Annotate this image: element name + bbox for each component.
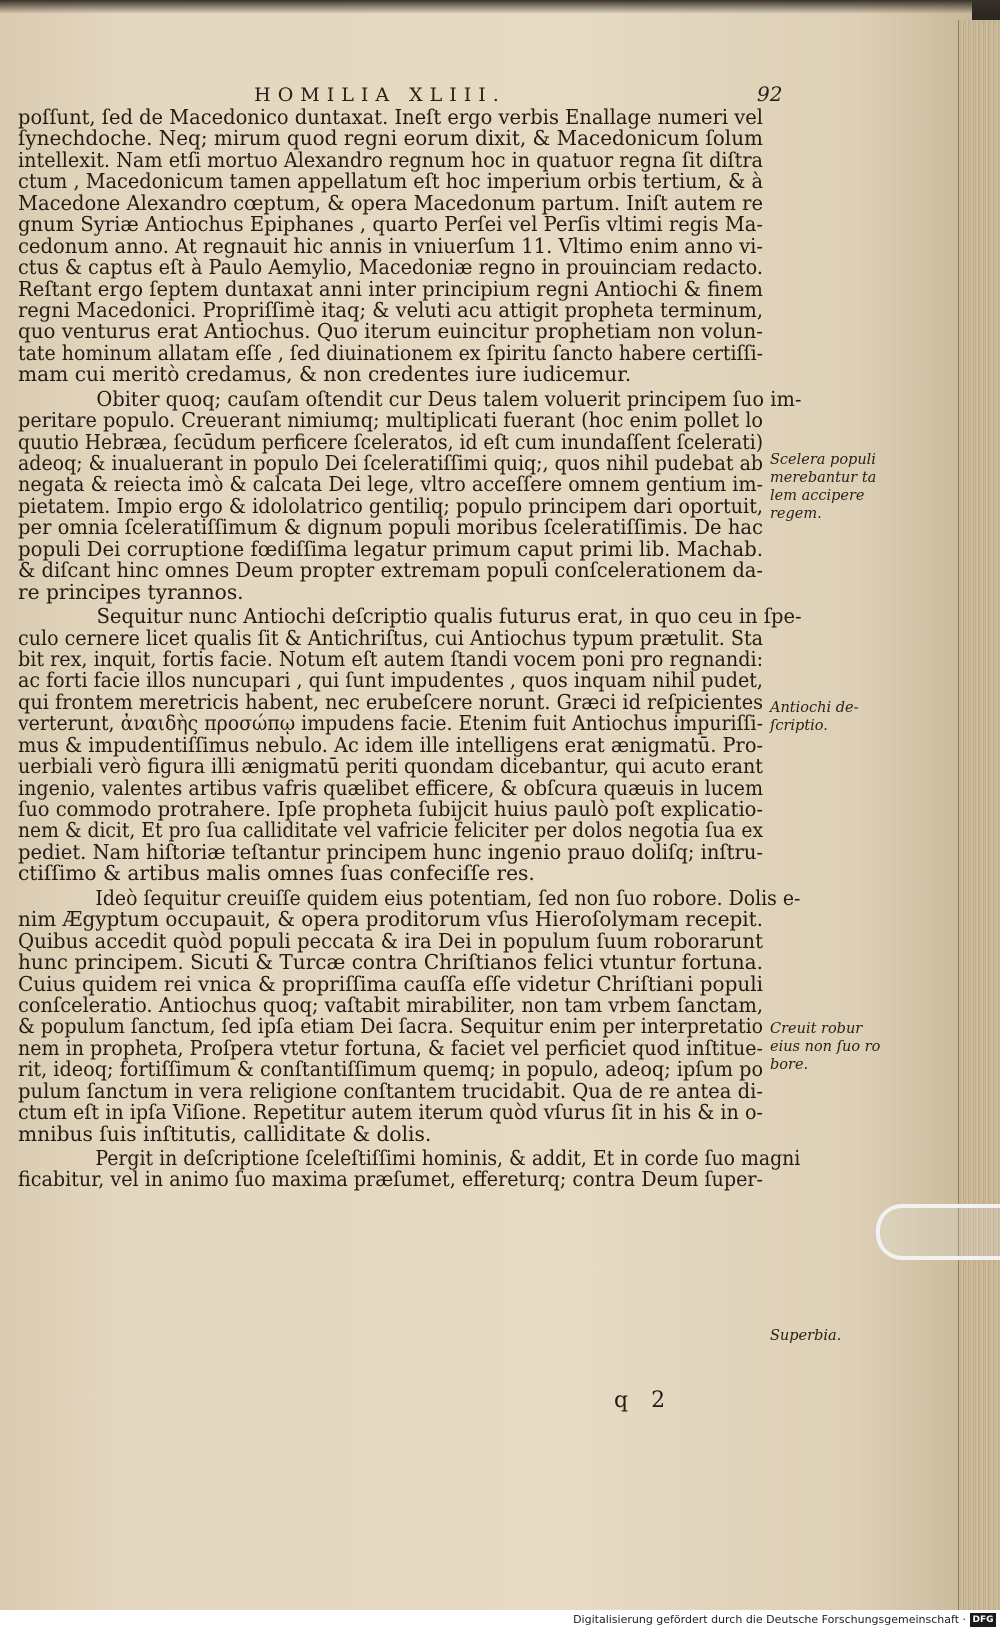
text-line: intellexit. Nam etſi mortuo Alexandro regnum hoc in quatuor regna ſit diſtra: [18, 147, 764, 172]
margin-note-scelera: [770, 451, 876, 523]
text-line: gnum Syriæ Antiochus Epiphanes , quarto Perſei vel Perſis vltimi regis Ma-: [18, 212, 764, 237]
funding-credit: Digitalisierung gefördert durch die Deutsche Forschungsgemeinschaft ·: [573, 1613, 966, 1626]
paragraph-first-line: Obiter quoq; cauſam oſtendit cur Deus talem voluerit principem ſuo im-: [96, 386, 802, 411]
text-line: nim Ægyptum occupauit, & opera proditorum vſus Hieroſolymam recepit.: [18, 907, 764, 932]
text-line: re principes tyrannos.: [18, 579, 244, 604]
margin-note-line: bore.: [770, 1057, 809, 1073]
text-line: populi Dei corruptione fœdiſſima legatur primum caput primi lib. Machab.: [18, 536, 764, 561]
margin-note-line: lem accipere: [770, 488, 865, 504]
text-line: ctum , Macedonicum tamen appellatum eſt hoc imperium orbis tertium, & à: [18, 169, 764, 194]
margin-note-line: Antiochi de-: [770, 700, 859, 716]
page-number: 92: [757, 82, 783, 106]
text-line: ſuo commodo protrahere. Ipſe propheta ſubijcit huius paulò poſt explicatio-: [18, 797, 764, 821]
page-clip: [876, 1204, 1000, 1260]
text-line: ctum eſt in ipſa Viſione. Repetitur autem iterum quòd vſurus ſit in his & in o-: [18, 1100, 763, 1125]
text-line: & populum ſanctum, ſed ipſa etiam Dei ſacra. Sequitur enim per interpretatio: [18, 1014, 764, 1039]
text-line: poſſunt, ſed de Macedonico duntaxat. Ineſt ergo verbis Enallage numeri vel: [18, 105, 763, 129]
text-line: mus & impudentiſſimus nebulo. Ac idem ille intelligens erat ænigmatū. Pro-: [18, 732, 764, 757]
margin-note-line: Creuit robur: [770, 1021, 863, 1037]
text-line: pulum ſanctum in vera religione conſtantem trucidabit. Qua de re antea di-: [18, 1078, 763, 1103]
margin-note-antiochi: [770, 699, 858, 735]
text-line: nem in propheta, Proſpera vtetur fortuna, & faciet vel perficiet quod inſtitue-: [18, 1035, 763, 1060]
text-line: uerbiali verò figura illi ænigmatū periti quondam dicebantur, qui acuto erant: [18, 754, 763, 779]
text-line: mnibus ſuis inſtitutis, calliditate & dolis.: [18, 1121, 432, 1146]
text-line: ctus & captus eſt à Paulo Aemylio, Macedoniæ regno in prouinciam redacto.: [18, 255, 763, 280]
running-head: HOMILIA XLIII.: [254, 84, 506, 106]
paragraph-first-line: Ideò ſequitur creuiſſe quidem eius potentiam, ſed non ſuo robore. Dolis e-: [95, 885, 801, 910]
text-line: ſynechdoche. Neq; mirum quod regni eorum dixit, & Macedonicum ſolum: [18, 126, 764, 151]
text-line: culo cernere licet qualis ſit & Antichriſtus, cui Antiochus typum prætulit. Sta: [18, 625, 764, 650]
text-line: quo venturus erat Antiochus. Quo iterum euincitur prophetiam non volun-: [18, 319, 764, 344]
text-line: rit, ideoq; fortiſſimum & conſtantiſſimum quemq; in populo, adeoq; ipſum po: [18, 1057, 764, 1082]
signature-mark: q 2: [614, 1388, 674, 1413]
paragraph-first-line: Pergit in deſcriptione ſceleſtiſſimi hominis, & addit, Et in corde ſuo magni: [95, 1146, 801, 1170]
top-shadow: [0, 0, 1000, 14]
margin-note-line: Superbia.: [770, 1328, 842, 1344]
paragraph-first-line: Sequitur nunc Antiochi deſcriptio qualis futurus erat, in quo ceu in ſpe-: [96, 604, 802, 629]
margin-note-line: Scelera populi: [770, 452, 876, 468]
text-line: ingenio, valentes artibus vafris quælibet efficere, & obſcura quæuis in lucem: [18, 775, 764, 800]
text-line: regni Macedonici. Propriſſimè itaq; & veluti acu attigit propheta terminum,: [18, 297, 764, 322]
margin-note-superbia: [770, 1327, 841, 1345]
text-line: quutio Hebræa, ſecūdum perficere ſceleratos, id eſt cum inundaſſent ſcelerati): [18, 429, 764, 454]
page-edges: [958, 20, 1000, 1610]
text-line: Reſtant ergo ſeptem duntaxat anni inter principium regni Antiochi & finem: [18, 276, 764, 301]
text-line: ac forti facie illos nuncupari , qui ſunt impudentes , quos inquam nihil pudet,: [18, 668, 763, 693]
dfg-logo: DFG: [970, 1613, 996, 1627]
text-line: peritare populo. Creuerant nimiumq; multiplicati fuerant (hoc enim pollet lo: [18, 408, 763, 433]
text-line: verterunt, ἀναιδὴς προσώπῳ impudens facie. Etenim fuit Antiochus impuriſſi-: [18, 711, 763, 736]
margin-note-line: eius non ſuo ro: [770, 1039, 881, 1055]
text-line: ficabitur, vel in animo ſuo maxima præſumet, effereturq; contra Deum ſuper-: [18, 1167, 763, 1192]
text-line: Quibus accedit quòd populi peccata & ira Dei in populum ſuum roborarunt: [18, 928, 763, 953]
margin-note-line: ſcriptio.: [770, 718, 828, 734]
margin-note-line: merebantur ta: [770, 470, 877, 486]
text-line: pediet. Nam hiſtoriæ teſtantur principem hunc ingenio prauo doliſq; inſtru-: [18, 839, 763, 864]
text-line: Macedone Alexandro cœptum, & opera Macedonum partum. Iniſt autem re: [18, 190, 764, 215]
text-line: bit rex, inquit, fortis facie. Notum eſt autem ſtandi vocem poni pro regnandi:: [18, 646, 764, 671]
text-line: adeoq; & inualuerant in populo Dei ſceleratiſſimi quiq;, quos nihil pudebat ab: [18, 451, 764, 475]
text-line: negata & reiecta imò & calcata Dei lege, vltro acceſſere omnem gentium im-: [18, 472, 763, 497]
text-line: Cuius quidem rei vnica & propriſſima cauſſa eſſe videtur Chriſtiani populi: [18, 971, 764, 996]
text-line: conſceleratio. Antiochus quoq; vaſtabit mirabiliter, non tam vrbem ſanctam,: [18, 992, 764, 1017]
text-line: pietatem. Impio ergo & idololatrico gentiliq; populo principem dari oportuit,: [18, 493, 764, 518]
text-line: hunc principem. Sicuti & Turcæ contra Chriſtianos felici vtuntur fortuna.: [18, 950, 763, 975]
text-line: nem & dicit, Et pro ſua calliditate vel vafricie feliciter per dolos negotia ſua ex: [18, 818, 764, 843]
margin-note-creuit: [770, 1020, 880, 1074]
text-line: mam cui meritò credamus, & non credentes iure iudicemur.: [18, 362, 632, 387]
text-line: per omnia ſceleratiſſimum & dignum populi moribus ſceleratiſſimis. De hac: [18, 515, 764, 540]
text-line: tate hominum allatam eſſe , ſed diuinationem ex ſpiritu ſancto habere certiſſi-: [18, 340, 764, 365]
text-line: cedonum anno. At regnauit hic annis in vniuerſum 11. Vltimo enim anno vi-: [18, 233, 763, 258]
margin-note-line: regem.: [770, 506, 822, 522]
text-line: & diſcant hinc omnes Deum propter extremam populi conſcelerationem da-: [18, 558, 764, 583]
text-line: qui frontem meretricis habent, nec erubeſcere norunt. Græci id reſpicientes: [18, 689, 764, 714]
text-line: ctiſſimo & artibus malis omnes ſuas confeciſſe res.: [18, 861, 535, 886]
